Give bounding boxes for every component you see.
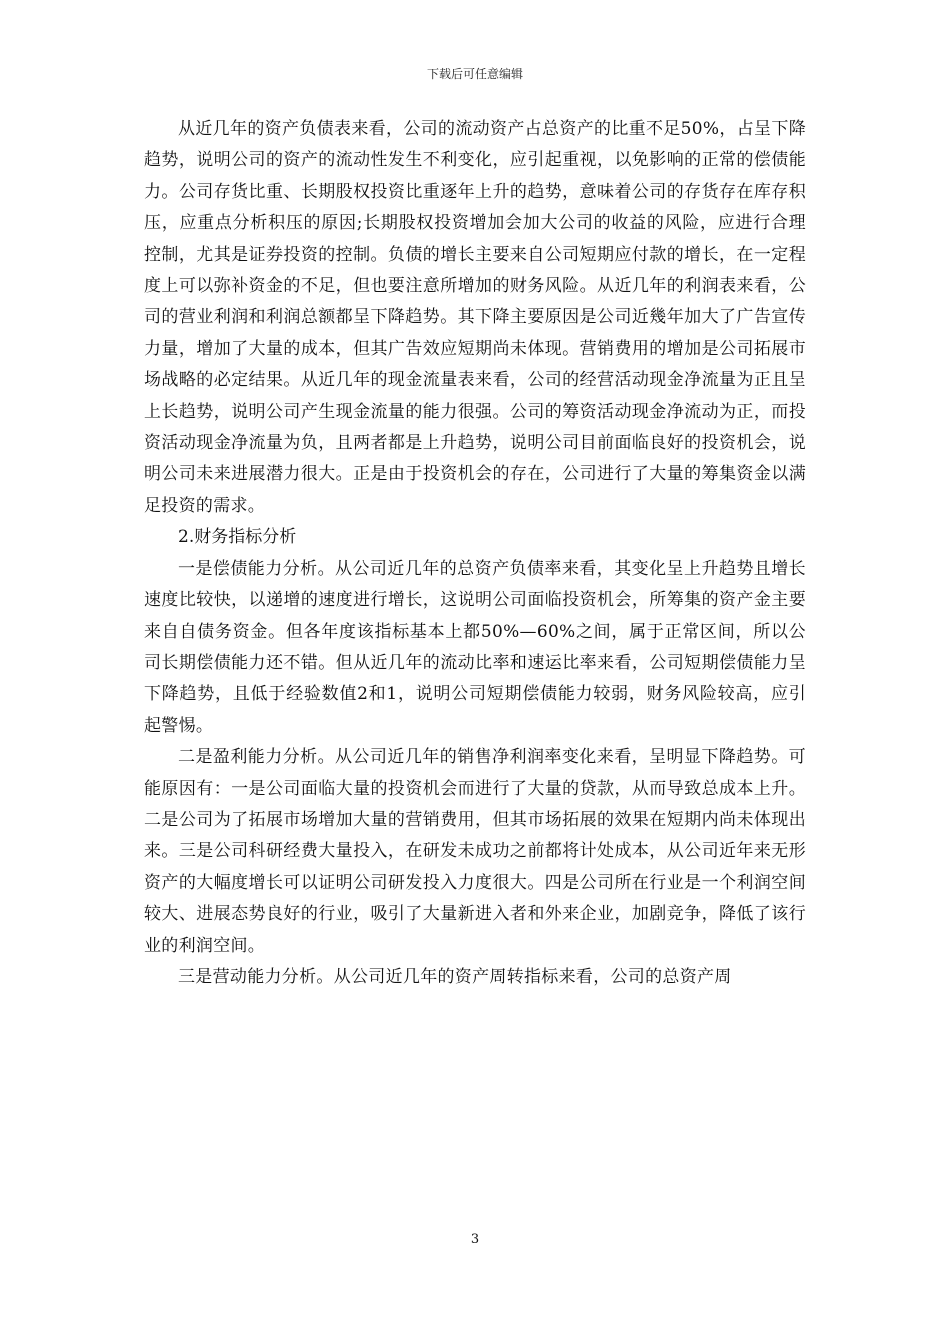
paragraph-statement-analysis: 从近几年的资产负债表来看，公司的流动资产占总资产的比重不足50%，占呈下降趋势，说明公司的资产的流动性发生不利变化，应引起重视，以免影响的正常的偿债能力。公司存货比重、长期股权投资比重逐年上升的趋势，意味着公司的存货存在库存积压，应重点分析积压的原因;长期股权投资增加会加大公司的收益的风险，应进行合理控制，尤其是证券投资的控制。负债的增长主要来自公司短期应付款的增长，在一定程度上可以弥补资金的不足，但也要注意所增加的财务风险。从近几年的利润表来看，公司的营业利润和利润总额都呈下降趋势。其下降主要原因是公司近幾年加大了广告宣传力量，增加了大量的成本，但其广告效应短期尚未体现。营销费用的增加是公司拓展市场战略的必定结果。从近几年的现金流量表来看，公司的经营活动现金净流量为正且呈上长趋势，说明公司产生现金流量的能力很强。公司的筹资活动现金净流动为正，而投资活动现金净流量为负，且两者都是上升趋势，说明公司目前面临良好的投资机会，说明公司未来进展潜力很大。正是由于投资机会的存在，公司进行了大量的筹集资金以满足投资的需求。	[144, 119, 806, 516]
page-number: 3	[470, 1232, 480, 1247]
paragraph-profitability: 二是盈利能力分析。从公司近几年的销售净利润率变化来看，呈明显下降趋势。可能原因有：一是公司面临大量的投资机会而进行了大量的贷款，从而导致总成本上升。二是公司为了拓展市场增加大量的营销费用，但其市场拓展的效果在短期内尚未体现出来。三是公司科研经费大量投入，在研发未成功之前都将计处成本，从公司近年来无形资产的大幅度增长可以证明公司研发投入力度很大。四是公司所在行业是一个利润空间较大、进展态势良好的行业，吸引了大量新进入者和外来企业，加剧竞争，降低了该行业的利润空间。	[144, 747, 806, 956]
page-header: 下载后可任意编辑	[426, 67, 523, 81]
paragraph-solvency: 一是偿债能力分析。从公司近几年的总资产负债率来看，其变化呈上升趋势且增长速度比较快，以递增的速度进行增长，这说明公司面临投资机会，所筹集的资产金主要来自自债务资金。但各年度该指标基本上都50%—60%之间，属于正常区间，所以公司长期偿债能力还不错。但从近几年的流动比率和速运比率来看，公司短期偿债能力呈下降趋势，且低于经验数值2和1，说明公司短期偿债能力较弱，财务风险较高，应引起警惕。	[144, 558, 806, 736]
section-heading-financial-indicators: 2.财务指标分析	[178, 527, 297, 548]
paragraph-operating-capability: 三是营动能力分析。从公司近几年的资产周转指标来看，公司的总资产周	[178, 966, 732, 987]
document-body	[144, 114, 806, 993]
